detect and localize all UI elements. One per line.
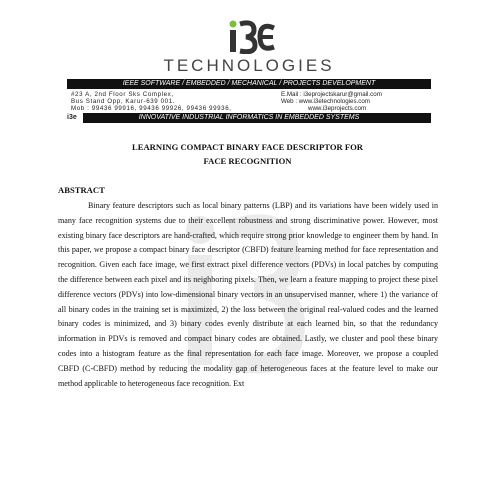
- address-block: [71, 91, 232, 113]
- email-line: E.Mail : i3eprojectskarur@gmail.com: [281, 91, 382, 98]
- services-band: IEEE SOFTWARE / EMBEDDED / MECHANICAL / PROJECTS DEVELOPMENT: [67, 79, 431, 89]
- small-logo-icon: i3e: [67, 112, 83, 124]
- letterhead: [63, 14, 435, 124]
- paper-title: [60, 140, 435, 168]
- company-logo: [63, 14, 435, 78]
- title-line: LEARNING COMPACT BINARY FACE DESCRIPTOR FOR: [131, 142, 364, 152]
- web-line-2: www.i3eprojects.com: [308, 105, 367, 113]
- address-line: Bus Stand Opp, Karur-639 001.: [71, 98, 176, 106]
- abstract-body: Binary feature descriptors such as local binary patterns (LBP) and its variations have been widely used in many face recognition systems due to their excellent robustness and strong discriminative power. However, most existing binary face descriptors are hand-crafted, which require strong prior knowledge to engineer them by hand. In this paper, we propose a compact binary face descriptor (CBFD) feature learning method for face representation and recognition. Given each face image, we first extract pixel difference vectors (PDVs) in local patches by computing the difference between each pixel and its neighboring pixels. Then, we learn a feature mapping to project these pixel difference vectors (PDVs) into low-dimensional binary vectors in an unsupervised manner, where 1) the variance of all binary codes in the training set is maximized, 2) the loss between the original real-valued codes and the learned binary codes is minimized, and 3) binary codes evenly distribute at each learned bin, so that the redundancy information in PDVs is removed and compact binary codes are obtained. Lastly, we cluster and pool these binary codes into a histogram feature as the final representation for each face image. Moreover, we propose a coupled CBFD (C-CBFD) method by reducing the modality gap of heterogeneous faces at the feature level to make our method applicable to heterogeneous face recognition. Ext: [58, 201, 438, 388]
- logo-text: TECHNOLOGIES: [163, 56, 335, 75]
- abstract-heading: ABSTRACT: [58, 185, 105, 195]
- address-line: #23 A, 2nd Floor Sks Complex,: [71, 91, 174, 98]
- web-line: Web : www.i3etechnologies.com: [281, 98, 370, 106]
- i3e-logo-icon: [224, 18, 276, 54]
- tagline-band: INNOVATIVE INDUSTRIAL INFORMATICS IN EMBEDDED SYSTEMS: [67, 113, 431, 123]
- contact-block: [281, 91, 382, 113]
- title-line: FACE RECOGNITION: [203, 156, 292, 166]
- phone-line: Mob : 99436 99916, 99436 99926, 99436 99936,: [71, 105, 232, 113]
